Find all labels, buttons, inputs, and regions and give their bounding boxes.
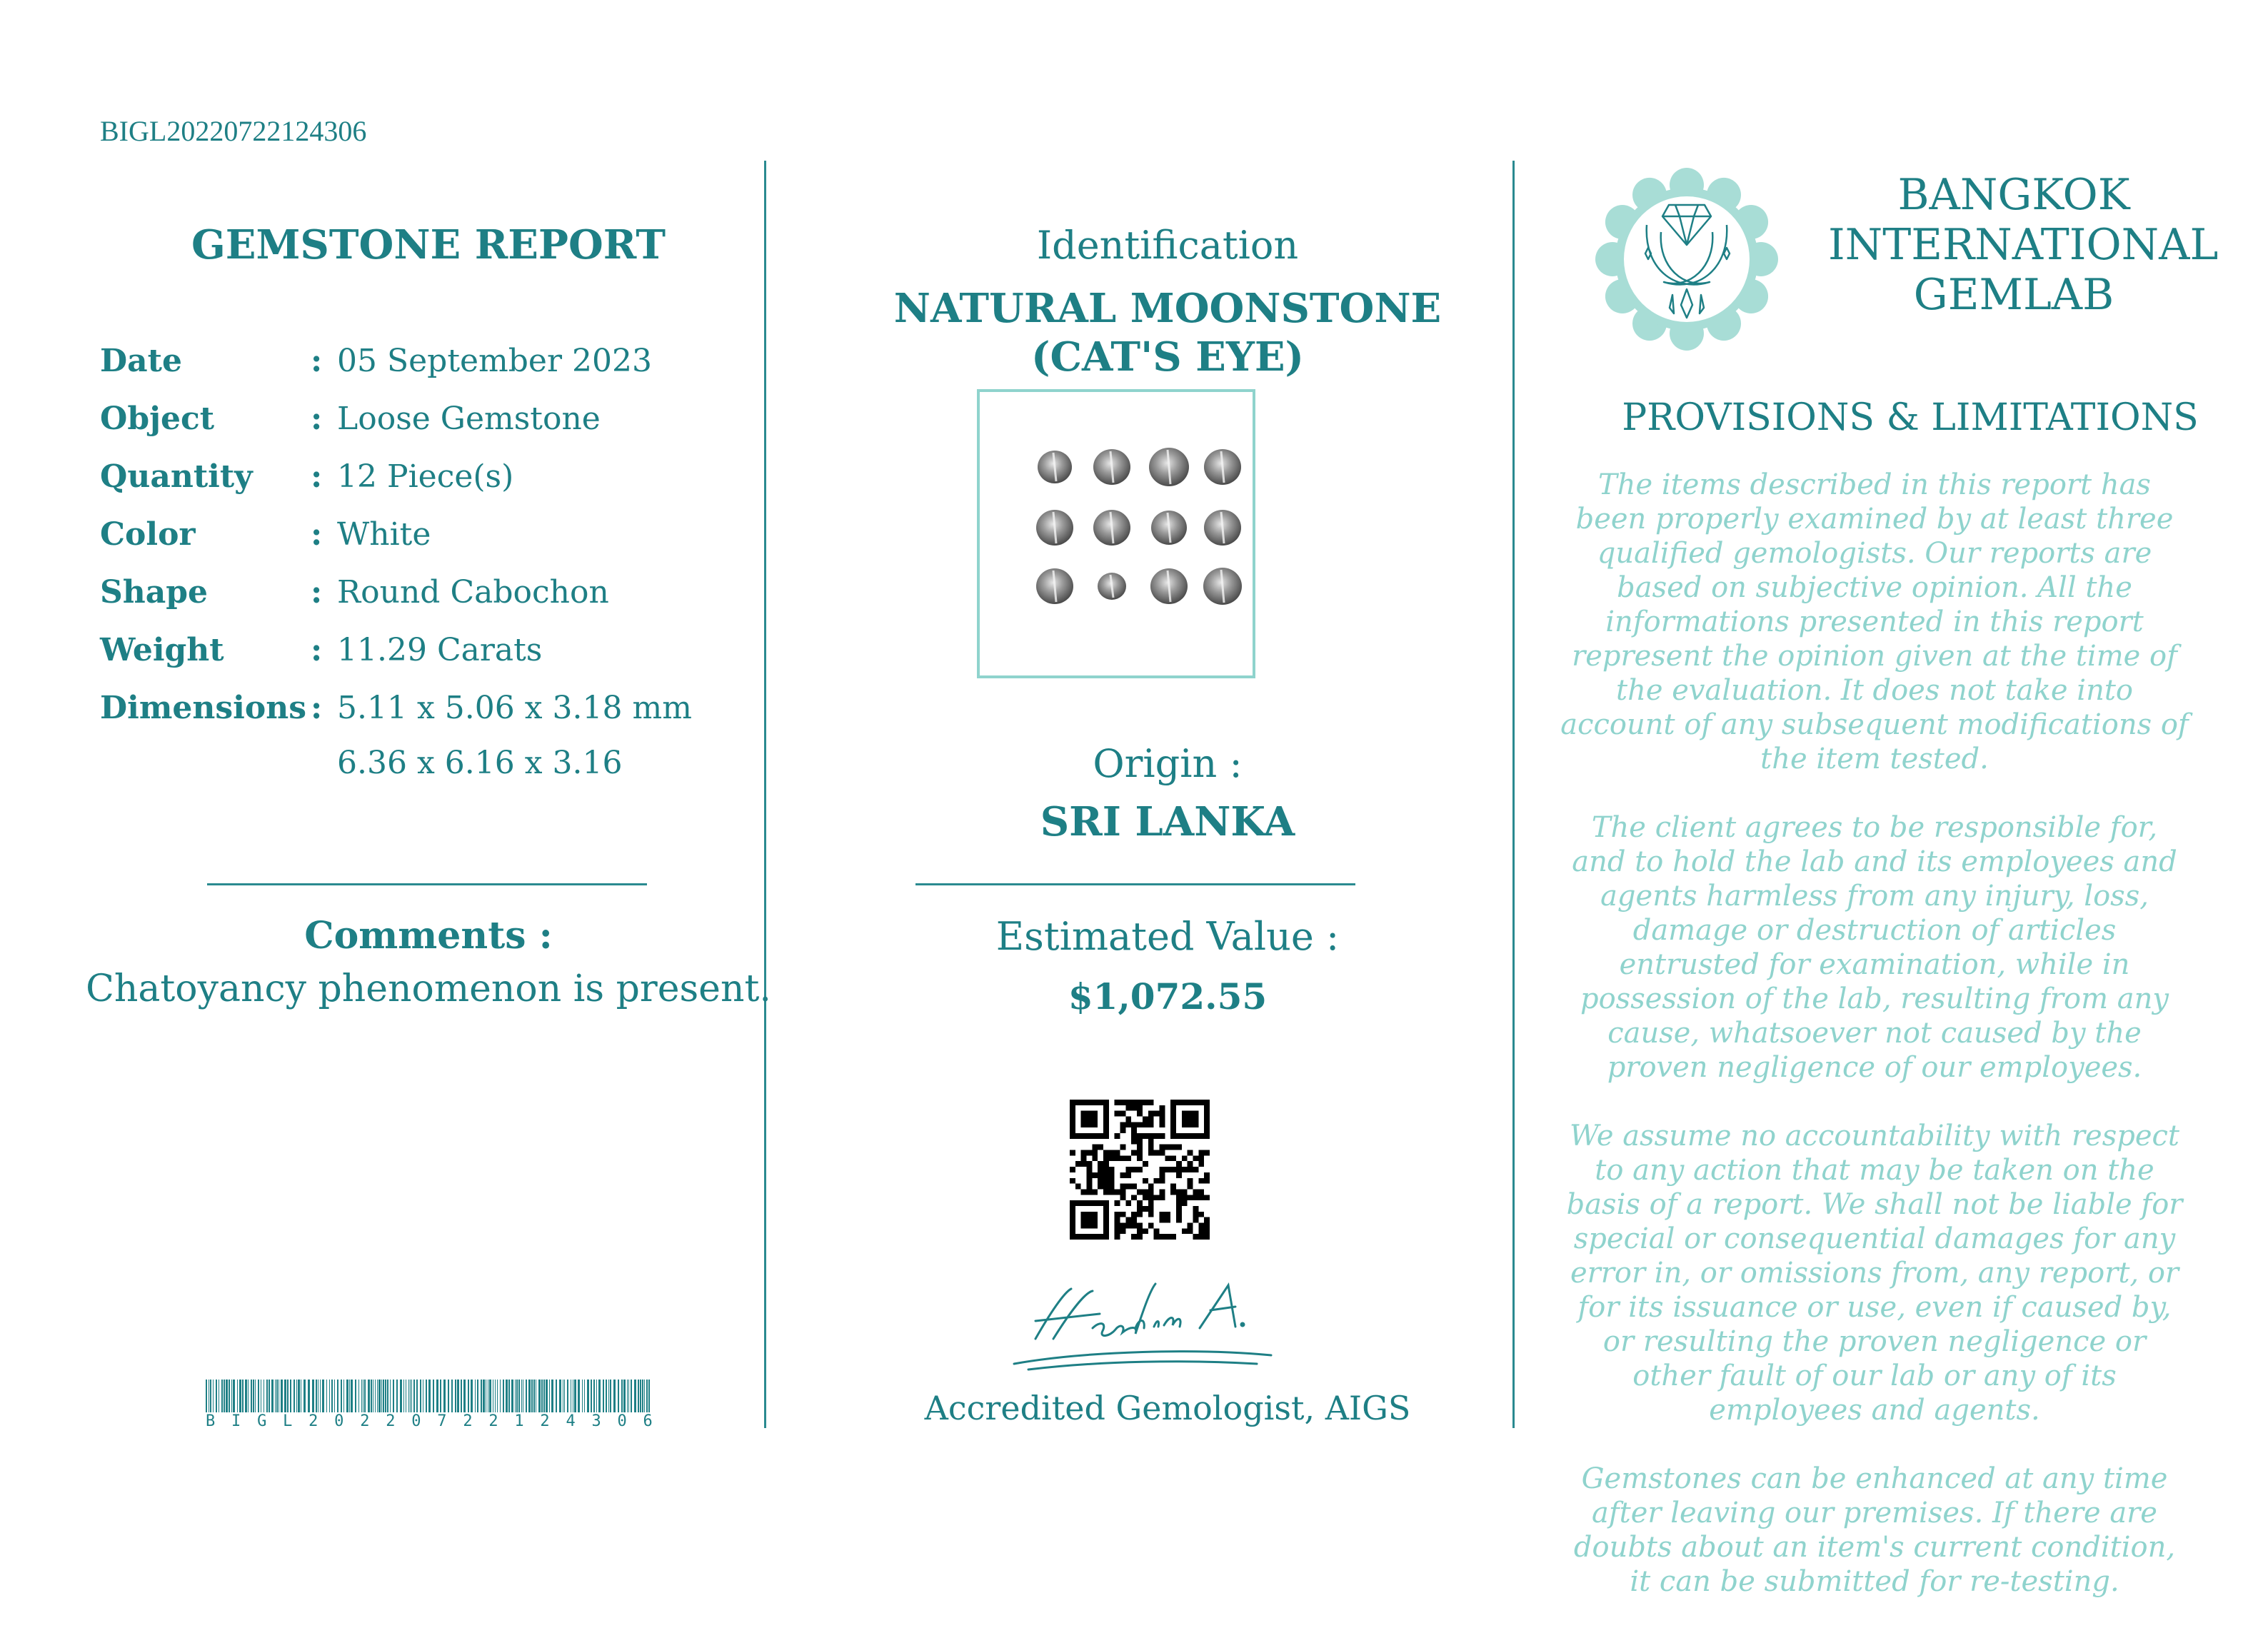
field-colon: :: [311, 458, 323, 495]
barcode-text: [206, 1412, 653, 1430]
provisions-title: PROVISIONS & LIMITATIONS: [1622, 396, 2199, 439]
field-label: Dimensions: [100, 690, 307, 726]
field-value: 11.29 Carats: [337, 632, 543, 668]
field-label: Shape: [100, 574, 209, 611]
barcode-char: 2: [308, 1412, 318, 1430]
barcode-char: I: [231, 1412, 241, 1430]
lab-name-line-1: BANGKOK: [1897, 170, 2130, 220]
lab-seal-logo: [1595, 168, 1778, 351]
provisions-paragraph: The items described in this report has been properly examined by at least three qualified gemologists. Our reports are based on subjective opinion. All the informations presented in this report represent the opinion given at the time of the evaluation. It does not take into account of any subsequent modifications of the item tested.: [1560, 468, 2189, 775]
stone-name: [771, 284, 1564, 381]
field-value: 12 Piece(s): [337, 458, 514, 495]
provisions-paragraph: The client agrees to be responsible for, and to hold the lab and its employees and agents harmless from any injury, loss, damage or destruction of articles entrusted for examination, while in possession of the lab, resulting from any cause, whatsoever not caused by the proven negligence of our employees.: [1572, 811, 2177, 1084]
provisions-paragraph: Gemstones can be enhanced at any time after leaving our premises. If there are doubts about an item's current condition, it can be submitted for re-testing.: [1573, 1462, 2176, 1598]
divider-rule-middle: [915, 883, 1355, 885]
field-label: Date: [100, 343, 182, 379]
stone-name-line-2: (CAT'S EYE): [1030, 333, 1305, 381]
barcode-char: 2: [540, 1412, 550, 1430]
field-value: 5.11 x 5.06 x 3.18 mm: [337, 690, 692, 726]
estimated-value: $1,072.55: [1068, 975, 1268, 1018]
barcode-char: 2: [386, 1412, 396, 1430]
field-colon: :: [311, 574, 323, 611]
field-colon: :: [311, 690, 323, 726]
comments-value: Chatoyancy phenomenon is present.: [86, 968, 771, 1010]
origin-value: SRI LANKA: [1040, 798, 1295, 845]
barcode-char: L: [283, 1412, 293, 1430]
field-colon: :: [311, 632, 323, 668]
barcode-char: G: [257, 1412, 267, 1430]
qr-code-icon[interactable]: [1070, 1100, 1210, 1240]
divider-rule-left: [207, 883, 647, 885]
lab-name-line-2: INTERNATIONAL: [1828, 220, 2219, 270]
dimensions-line-2: 6.36 x 6.16 x 3.16: [337, 745, 623, 781]
barcode-char: B: [206, 1412, 216, 1430]
field-value: White: [337, 516, 431, 553]
barcode-char: 7: [437, 1412, 447, 1430]
stone-name-line-1: NATURAL MOONSTONE: [893, 285, 1442, 332]
field-label: Color: [100, 516, 196, 553]
field-colon: :: [311, 343, 323, 379]
barcode-char: 1: [514, 1412, 524, 1430]
comments-label: Comments :: [304, 914, 553, 958]
barcode-char: 0: [334, 1412, 344, 1430]
report-id: BIGL20220722124306: [100, 115, 367, 147]
field-colon: :: [311, 401, 323, 437]
provisions-text: [1560, 468, 2189, 1633]
field-value: Loose Gemstone: [337, 401, 601, 437]
field-colon: :: [311, 516, 323, 553]
provisions-paragraph: We assume no accountability with respect to any action that may be taken on the basis of a report. We shall not be liable for special or consequential damages for any error in, or omissions from, any report, or for its issuance or use, even if caused by, or resulting the proven negligence or other fault of our lab or any of its employees and agents.: [1566, 1120, 2183, 1427]
field-value: Round Cabochon: [337, 574, 609, 611]
field-label: Weight: [100, 632, 224, 668]
origin-label: Origin :: [1093, 741, 1243, 786]
barcode-char: 2: [463, 1412, 473, 1430]
gemologist-title: Accredited Gemologist, AIGS: [924, 1389, 1411, 1427]
field-label: Object: [100, 401, 215, 437]
column-divider-left: [764, 161, 766, 1428]
barcode-char: 2: [488, 1412, 498, 1430]
barcode-char: 2: [360, 1412, 370, 1430]
lab-name: [1828, 170, 2219, 320]
barcode-char: 0: [411, 1412, 421, 1430]
estimated-value-label: Estimated Value :: [995, 914, 1340, 959]
report-title: GEMSTONE REPORT: [191, 221, 666, 268]
barcode-char: 4: [566, 1412, 576, 1430]
lab-name-line-3: GEMLAB: [1913, 270, 2114, 320]
barcode-char: 3: [591, 1412, 601, 1430]
gemstone-photo-frame: [977, 389, 1255, 678]
barcode-icon: [206, 1380, 653, 1412]
signature-image: [985, 1271, 1285, 1385]
barcode-char: 0: [617, 1412, 627, 1430]
barcode-char: 6: [643, 1412, 653, 1430]
moonstone-photo: [980, 392, 1253, 675]
identification-label: Identification: [1036, 223, 1299, 268]
field-value: 05 September 2023: [337, 343, 652, 379]
field-label: Quantity: [100, 458, 253, 495]
